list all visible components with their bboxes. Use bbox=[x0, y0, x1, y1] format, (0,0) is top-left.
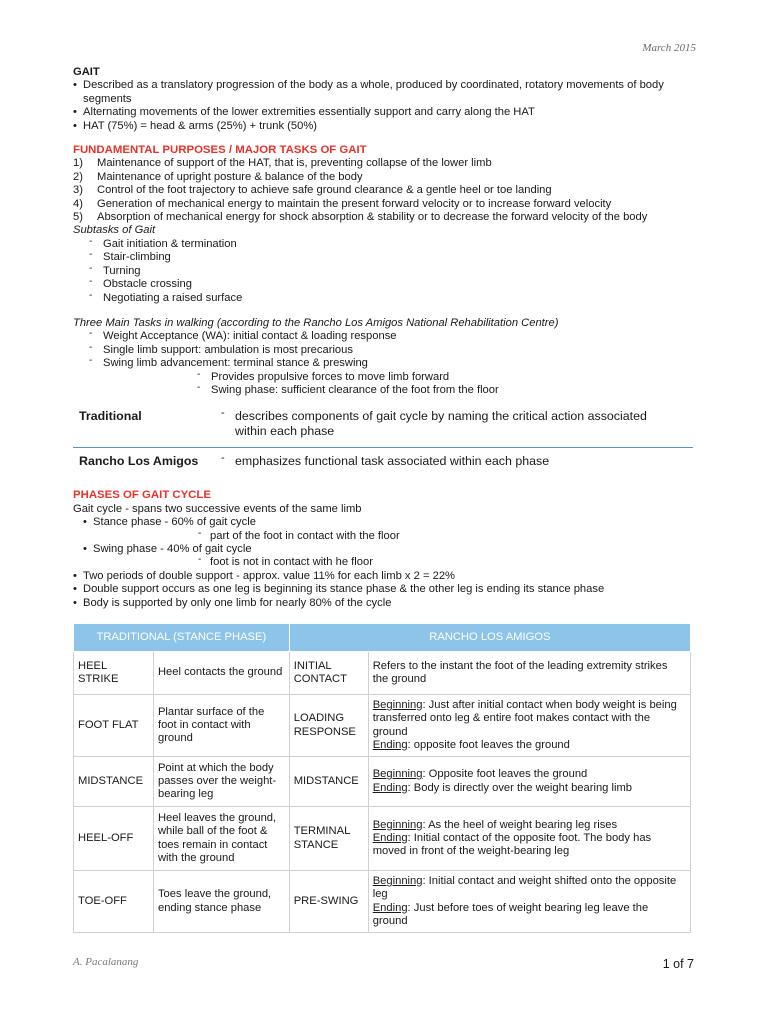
table-header-row bbox=[74, 624, 691, 652]
traditional-phase: MIDSTANCE bbox=[74, 757, 154, 807]
rancho-text: - emphasizes functional task associated within each phase bbox=[219, 454, 675, 469]
gait-heading: GAIT bbox=[73, 66, 100, 78]
table-row bbox=[74, 695, 691, 757]
list-item: - Single limb support: ambulation is most precarious bbox=[73, 344, 697, 357]
beginning-label: Beginning bbox=[372, 875, 423, 888]
comparison-row-rancho bbox=[73, 454, 697, 469]
list-item: • Alternating movements of the lower extremities essentially support and carry along the HAT bbox=[73, 106, 697, 119]
traditional-label: Traditional bbox=[79, 409, 142, 424]
purposes-heading: FUNDAMENTAL PURPOSES / MAJOR TASKS OF GAIT bbox=[73, 144, 367, 157]
traditional-desc: Point at which the body passes over the weight-bearing leg bbox=[153, 757, 289, 807]
phases-heading: PHASES OF GAIT CYCLE bbox=[73, 489, 211, 502]
page-number: 1 of 7 bbox=[662, 957, 694, 971]
gait-phase-table bbox=[73, 623, 691, 933]
traditional-phase: HEEL-OFF bbox=[74, 807, 154, 871]
rancho-desc bbox=[368, 807, 690, 871]
rancho-desc bbox=[368, 695, 690, 757]
comparison-block bbox=[73, 409, 697, 469]
traditional-phase: HEEL STRIKE bbox=[74, 652, 154, 695]
list-item: - part of the foot in contact with the floor bbox=[73, 530, 697, 543]
list-item: - Swing limb advancement: terminal stance & preswing bbox=[73, 357, 697, 370]
beginning-text: : Initial contact and weight shifted onto the opposite leg bbox=[372, 875, 677, 901]
table-header-rancho: RANCHO LOS AMIGOS bbox=[289, 624, 690, 652]
phases-list-swing bbox=[73, 543, 697, 556]
table-row bbox=[74, 652, 691, 695]
beginning-label: Beginning bbox=[372, 818, 423, 831]
table-row bbox=[74, 757, 691, 807]
rancho-phase: LOADING RESPONSE bbox=[289, 695, 368, 757]
list-item: - Gait initiation & termination bbox=[73, 238, 697, 251]
rancho-label: Rancho Los Amigos bbox=[79, 454, 199, 469]
traditional-desc: Toes leave the ground, ending stance phase bbox=[153, 871, 289, 933]
item-number: 3) bbox=[73, 184, 83, 197]
list-item: - Negotiating a raised surface bbox=[73, 292, 697, 305]
traditional-desc: Heel leaves the ground, while ball of the foot & toes remain in contact with the ground bbox=[153, 807, 289, 871]
phases-stance-sub bbox=[73, 530, 697, 543]
list-item: - Provides propulsive forces to move limb forward bbox=[73, 371, 697, 384]
beginning-text: : Just after initial contact when body weight is being transferred onto leg & entire foot makes contact with the ground bbox=[372, 699, 677, 738]
rancho-tasks-sublist bbox=[73, 371, 697, 398]
phases-intro: Gait cycle - spans two successive events of the same limb bbox=[73, 502, 362, 515]
list-item: - Obstacle crossing bbox=[73, 278, 697, 291]
ending-label: Ending bbox=[372, 831, 408, 844]
list-item: • Double support occurs as one leg is beginning its stance phase & the other leg is ending its stance phase bbox=[73, 583, 697, 596]
rancho-tasks-list bbox=[73, 330, 697, 370]
item-text: Absorption of mechanical energy for shock absorption & stability or to decrease the forward velocity of the body bbox=[97, 211, 648, 224]
ending-text: : Body is directly over the weight bearing limb bbox=[407, 781, 633, 794]
rancho-phase: MIDSTANCE bbox=[289, 757, 368, 807]
purposes-list bbox=[73, 157, 697, 224]
subtasks-heading: Subtasks of Gait bbox=[73, 224, 156, 237]
list-item: - Stair-climbing bbox=[73, 251, 697, 264]
item-number: 5) bbox=[73, 211, 83, 224]
traditional-desc: Plantar surface of the foot in contact with ground bbox=[153, 695, 289, 757]
ending-text: : opposite foot leaves the ground bbox=[407, 738, 570, 751]
traditional-phase: TOE-OFF bbox=[74, 871, 154, 933]
list-item: • Body is supported by only one limb for nearly 80% of the cycle bbox=[73, 597, 697, 610]
list-item bbox=[73, 198, 697, 211]
item-number: 4) bbox=[73, 197, 83, 210]
rancho-phase: TERMINAL STANCE bbox=[289, 807, 368, 871]
ending-text: : Initial contact of the opposite foot. The body has moved in front of the weight-bearing leg bbox=[372, 831, 652, 858]
ending-text: : Just before toes of weight bearing leg leave the ground bbox=[372, 901, 649, 927]
rancho-desc bbox=[368, 757, 690, 807]
phases-list bbox=[73, 516, 697, 529]
beginning-text: : Opposite foot leaves the ground bbox=[422, 768, 588, 781]
list-item: - Swing phase: sufficient clearance of the foot from the floor bbox=[73, 384, 697, 397]
list-item: • Stance phase - 60% of gait cycle bbox=[83, 516, 697, 529]
ending-label: Ending bbox=[372, 738, 408, 751]
ending-label: Ending bbox=[372, 781, 408, 794]
document-date: March 2015 bbox=[642, 42, 696, 54]
desc-text: Refers to the instant the foot of the leading extremity strikes the ground bbox=[372, 659, 668, 685]
item-number: 2) bbox=[73, 170, 83, 183]
rancho-desc bbox=[368, 652, 690, 695]
list-item: • HAT (75%) = head & arms (25%) + trunk (50%) bbox=[73, 120, 697, 133]
item-text: Generation of mechanical energy to maintain the present forward velocity or to increase forward velocity bbox=[97, 197, 612, 210]
list-item bbox=[73, 211, 697, 224]
phases-swing-sub bbox=[73, 556, 697, 569]
rancho-desc bbox=[368, 871, 690, 933]
list-item: - Turning bbox=[73, 265, 697, 278]
table-header-traditional: TRADITIONAL (STANCE PHASE) bbox=[74, 624, 290, 652]
page-content bbox=[73, 66, 697, 933]
list-item bbox=[73, 184, 697, 197]
subtasks-list bbox=[73, 238, 697, 305]
list-item bbox=[73, 171, 697, 184]
traditional-phase: FOOT FLAT bbox=[74, 695, 154, 757]
author-signature: A. Pacalanang bbox=[73, 956, 139, 968]
beginning-text: : As the heel of weight bearing leg rises bbox=[422, 818, 618, 831]
list-item: • Described as a translatory progression of the body as a whole, produced by coordinated, rotatory movements of body segments bbox=[73, 79, 697, 106]
rancho-phase: INITIAL CONTACT bbox=[289, 652, 368, 695]
list-item bbox=[73, 157, 697, 170]
item-text: Control of the foot trajectory to achieve safe ground clearance & a gentle heel or toe landing bbox=[97, 184, 552, 197]
table-row bbox=[74, 807, 691, 871]
rancho-phase: PRE-SWING bbox=[289, 871, 368, 933]
table-row bbox=[74, 871, 691, 933]
item-text: Maintenance of upright posture & balance of the body bbox=[97, 170, 363, 183]
traditional-text: - describes components of gait cycle by naming the critical action associated within each phase bbox=[219, 409, 675, 439]
phases-bullets bbox=[73, 570, 697, 610]
list-item: - Weight Acceptance (WA): initial contact & loading response bbox=[73, 330, 697, 343]
beginning-label: Beginning bbox=[372, 768, 423, 781]
item-number: 1) bbox=[73, 157, 83, 170]
comparison-row-traditional bbox=[73, 409, 697, 439]
divider bbox=[73, 447, 693, 448]
ending-label: Ending bbox=[372, 901, 408, 914]
gait-bullets bbox=[73, 79, 697, 133]
item-text: Maintenance of support of the HAT, that is, preventing collapse of the lower limb bbox=[97, 157, 492, 170]
rancho-tasks-heading: Three Main Tasks in walking (according to the Rancho Los Amigos National Rehabilitation Centre) bbox=[73, 316, 559, 329]
list-item: • Swing phase - 40% of gait cycle bbox=[83, 543, 697, 556]
traditional-desc: Heel contacts the ground bbox=[153, 652, 289, 695]
list-item: • Two periods of double support - approx. value 11% for each limb x 2 = 22% bbox=[73, 570, 697, 583]
beginning-label: Beginning bbox=[372, 699, 423, 712]
list-item: - foot is not in contact with he floor bbox=[73, 556, 697, 569]
